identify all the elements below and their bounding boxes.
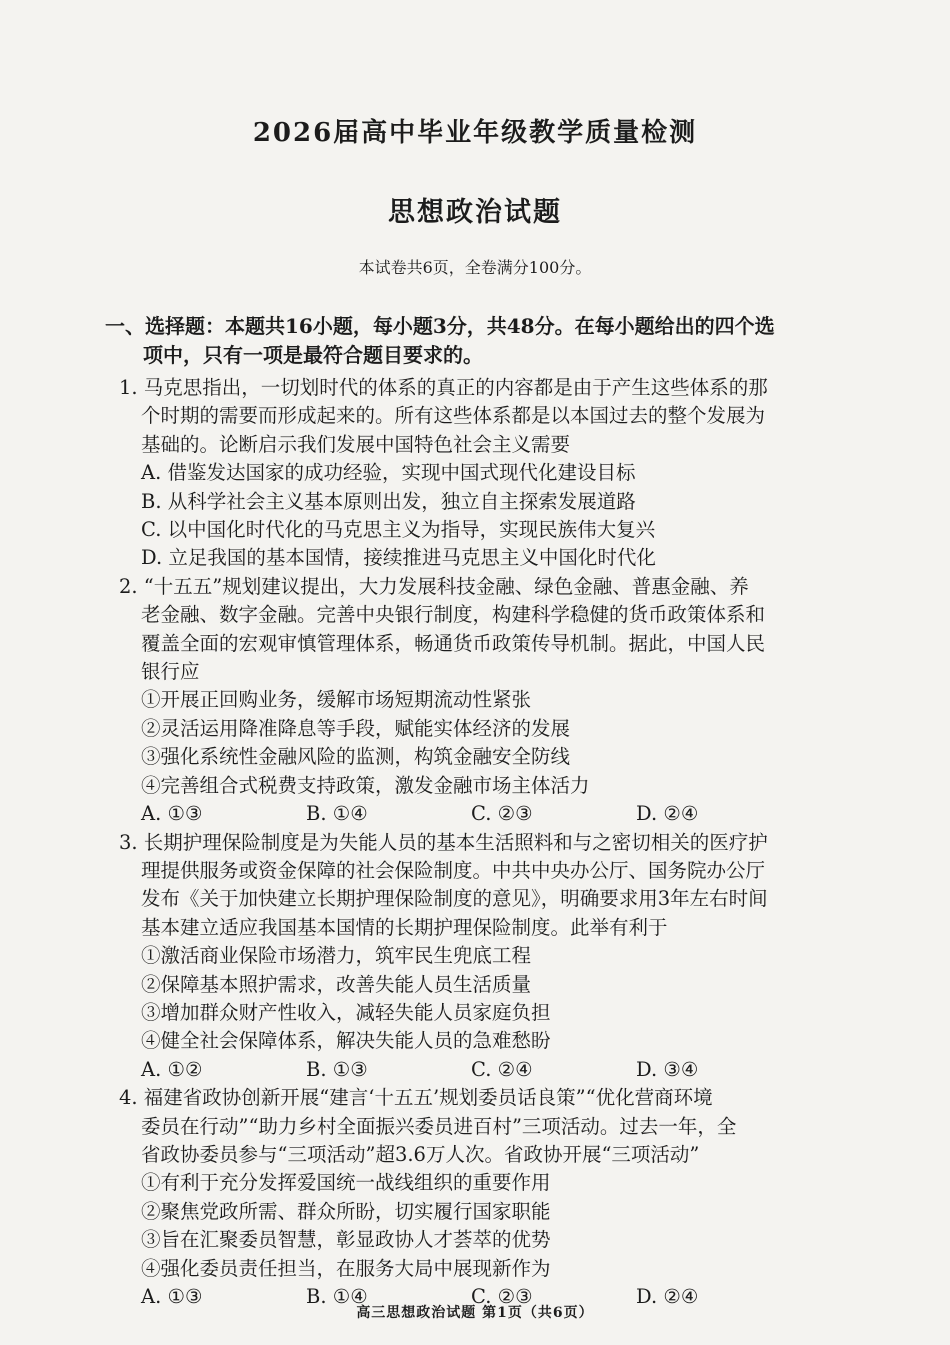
- answer-choice: C. ②④: [471, 1057, 533, 1081]
- question-block: [105, 573, 840, 829]
- question-stem-line: 4. 福建省政协创新开展“建言‘十五五’规划委员话良策”“优化营商环境: [119, 1086, 713, 1110]
- question-stem-line: 2. “十五五”规划建议提出，大力发展科技金融、绿色金融、普惠金融、养: [119, 574, 749, 598]
- exam-note: 本试卷共6页，全卷满分100分。: [358, 258, 592, 277]
- answer-choice: D. ②④: [636, 802, 699, 826]
- answer-choice: A. ①③: [141, 802, 203, 826]
- question-stem-line: 个时期的需要而形成起来的。所有这些体系都是以本国过去的整个发展为: [141, 404, 766, 428]
- question-option: ④强化委员责任担当，在服务大局中展现新作为: [141, 1256, 551, 1280]
- question-stem-line: 基础的。论断启示我们发展中国特色社会主义需要: [141, 432, 571, 456]
- exam-title: 2026届高中毕业年级教学质量检测: [252, 118, 698, 148]
- answer-choice: C. ②③: [471, 802, 533, 826]
- question-block: [105, 1084, 840, 1311]
- answer-choice: B. ①④: [306, 1285, 368, 1308]
- question-block: [105, 374, 840, 573]
- answer-choice: D. ②④: [636, 1285, 699, 1308]
- question-option: D. 立足我国的基本国情，接续推进马克思主义中国化时代化: [141, 546, 656, 570]
- answer-choices: [105, 800, 840, 828]
- answer-choice: B. ①④: [306, 802, 368, 826]
- question-stem-line: 发布《关于加快建立长期护理保险制度的意见》，明确要求用3年左右时间: [141, 887, 768, 911]
- question-option: ②聚焦党政所需、群众所盼，切实履行国家职能: [141, 1199, 551, 1223]
- question-option: ①激活商业保险市场潜力，筑牢民生兜底工程: [141, 944, 532, 968]
- question-stem-line: 基本建立适应我国基本国情的长期护理保险制度。此举有利于: [141, 915, 668, 939]
- question-stem-line: 3. 长期护理保险制度是为失能人员的基本生活照料和与之密切相关的医疗护: [119, 830, 768, 854]
- answer-choice: D. ③④: [636, 1057, 699, 1081]
- answer-choice: B. ①③: [306, 1057, 368, 1081]
- question-option: ④健全社会保障体系，解决失能人员的急难愁盼: [141, 1029, 551, 1053]
- question-stem-line: 1. 马克思指出，一切划时代的体系的真正的内容都是由于产生这些体系的那: [119, 376, 768, 399]
- answer-choice: A. ①③: [141, 1285, 203, 1308]
- question-option: ①有利于充分发挥爱国统一战线组织的重要作用: [141, 1171, 551, 1195]
- question-stem-line: 理提供服务或资金保障的社会保险制度。中共中央办公厅、国务院办公厅: [141, 858, 766, 882]
- question-option: ③增加群众财产性收入，减轻失能人员家庭负担: [141, 1000, 551, 1024]
- question-option: A. 借鉴发达国家的成功经验，实现中国式现代化建设目标: [141, 461, 636, 485]
- section-header-line: 一、选择题：本题共16小题，每小题3分，共48分。在每小题给出的四个选: [105, 314, 775, 338]
- question-option: C. 以中国化时代化的马克思主义为指导，实现民族伟大复兴: [141, 518, 656, 542]
- answer-choices: [105, 1056, 840, 1084]
- question-stem-line: 老金融、数字金融。完善中央银行制度，构建科学稳健的货币政策体系和: [141, 603, 766, 627]
- section-header: [105, 312, 840, 370]
- subject-title: 思想政治试题: [388, 197, 562, 228]
- question-stem-line: 银行应: [141, 660, 200, 684]
- question-option: ④完善组合式税费支持政策，激发金融市场主体活力: [141, 773, 590, 797]
- question-stem-line: 覆盖全面的宏观审慎管理体系，畅通货币政策传导机制。据此，中国人民: [141, 631, 766, 655]
- question-block: [105, 829, 840, 1085]
- question-option: ①开展正回购业务，缓解市场短期流动性紧张: [141, 688, 532, 712]
- question-list: [105, 374, 840, 1311]
- question-option: ②保障基本照护需求，改善失能人员生活质量: [141, 972, 532, 996]
- question-option: ③强化系统性金融风险的监测，构筑金融安全防线: [141, 745, 571, 769]
- exam-content: [105, 312, 840, 1311]
- question-stem-line: 省政协委员参与“三项活动”超3.6万人次。省政协开展“三项活动”: [141, 1142, 700, 1166]
- answer-choice: A. ①②: [141, 1057, 203, 1081]
- answer-choice: C. ②③: [471, 1285, 533, 1308]
- section-header-line: 项中，只有一项是最符合题目要求的。: [143, 343, 483, 367]
- page-footer: 高三思想政治试题 第1页（共6页）: [356, 1305, 594, 1321]
- question-option: ②灵活运用降准降息等手段，赋能实体经济的发展: [141, 716, 571, 740]
- question-option: ③旨在汇聚委员智慧，彰显政协人才荟萃的优势: [141, 1228, 551, 1252]
- question-option: B. 从科学社会主义基本原则出发，独立自主探索发展道路: [141, 489, 636, 513]
- question-stem-line: 委员在行动”“助力乡村全面振兴委员进百村”三项活动。过去一年，全: [141, 1114, 737, 1138]
